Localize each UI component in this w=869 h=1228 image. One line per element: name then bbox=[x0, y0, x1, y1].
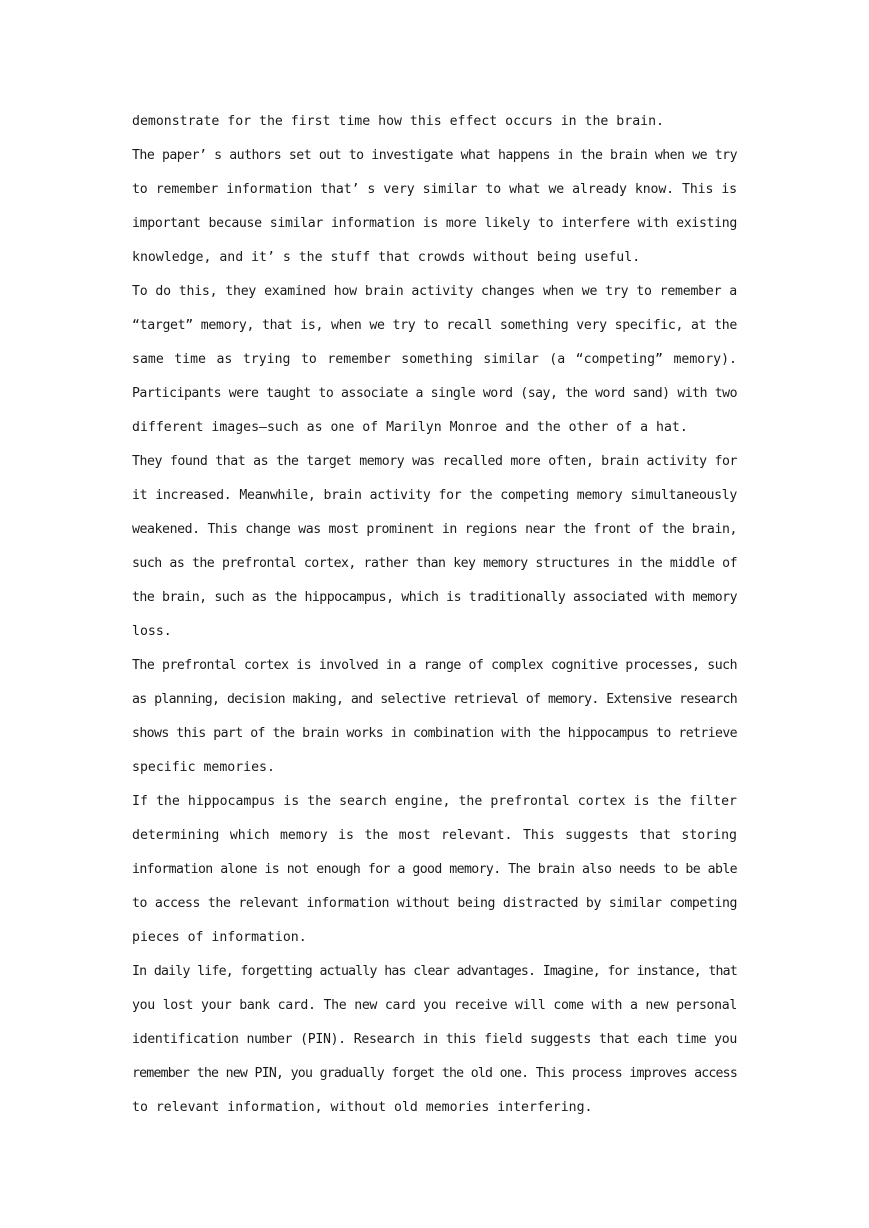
text-line: knowledge, and it’ s the stuff that crowds without being useful. bbox=[132, 250, 641, 265]
text-line: In daily life, forgetting actually has clear advantages. Imagine, for instance, that bbox=[132, 964, 737, 979]
text-line: weakened. This change was most prominent in regions near the front of the brain, bbox=[132, 522, 737, 537]
text-line: important because similar information is more likely to interfere with existing bbox=[132, 216, 737, 231]
text-line: shows this part of the brain works in combination with the hippocampus to retrieve bbox=[132, 726, 737, 741]
text-line: specific memories. bbox=[132, 760, 275, 775]
text-line: the brain, such as the hippocampus, which is traditionally associated with memory bbox=[132, 590, 737, 605]
text-line: determining which memory is the most relevant. This suggests that storing bbox=[132, 828, 737, 843]
text-line: identification number (PIN). Research in this field suggests that each time you bbox=[132, 1032, 737, 1047]
text-line: you lost your bank card. The new card you receive will come with a new personal bbox=[132, 998, 737, 1013]
text-line: “target” memory, that is, when we try to recall something very specific, at the bbox=[132, 318, 737, 333]
text-line: it increased. Meanwhile, brain activity for the competing memory simultaneously bbox=[132, 488, 737, 503]
text-line: to access the relevant information without being distracted by similar competing bbox=[132, 896, 737, 911]
text-line: The prefrontal cortex is involved in a range of complex cognitive processes, such bbox=[132, 658, 737, 673]
text-line: as planning, decision making, and selective retrieval of memory. Extensive research bbox=[132, 692, 737, 707]
paragraph bbox=[132, 649, 737, 785]
text-line: such as the prefrontal cortex, rather than key memory structures in the middle of bbox=[132, 556, 737, 571]
text-line: demonstrate for the first time how this effect occurs in the brain. bbox=[132, 114, 664, 129]
text-line: loss. bbox=[132, 624, 172, 639]
paragraph bbox=[132, 445, 737, 649]
text-line: same time as trying to remember something similar (a “competing” memory). bbox=[132, 352, 737, 367]
paragraph bbox=[132, 785, 737, 955]
text-line: to remember information that’ s very similar to what we already know. This is bbox=[132, 182, 737, 197]
body-text bbox=[132, 105, 737, 1125]
text-line: different images—such as one of Marilyn Monroe and the other of a hat. bbox=[132, 420, 688, 435]
text-line: The paper’ s authors set out to investigate what happens in the brain when we try bbox=[132, 148, 737, 163]
text-line: Participants were taught to associate a single word (say, the word sand) with two bbox=[132, 386, 737, 401]
text-line: If the hippocampus is the search engine, the prefrontal cortex is the filter bbox=[132, 794, 737, 809]
text-line: pieces of information. bbox=[132, 930, 307, 945]
paragraph bbox=[132, 139, 737, 275]
text-line: remember the new PIN, you gradually forget the old one. This process improves access bbox=[132, 1066, 737, 1081]
text-line: They found that as the target memory was recalled more often, brain activity for bbox=[132, 454, 737, 469]
text-line: To do this, they examined how brain activity changes when we try to remember a bbox=[132, 284, 737, 299]
paragraph bbox=[132, 955, 737, 1125]
text-line: information alone is not enough for a good memory. The brain also needs to be able bbox=[132, 862, 737, 877]
text-line: to relevant information, without old memories interfering. bbox=[132, 1100, 593, 1115]
paragraph bbox=[132, 105, 737, 139]
paragraph bbox=[132, 275, 737, 445]
